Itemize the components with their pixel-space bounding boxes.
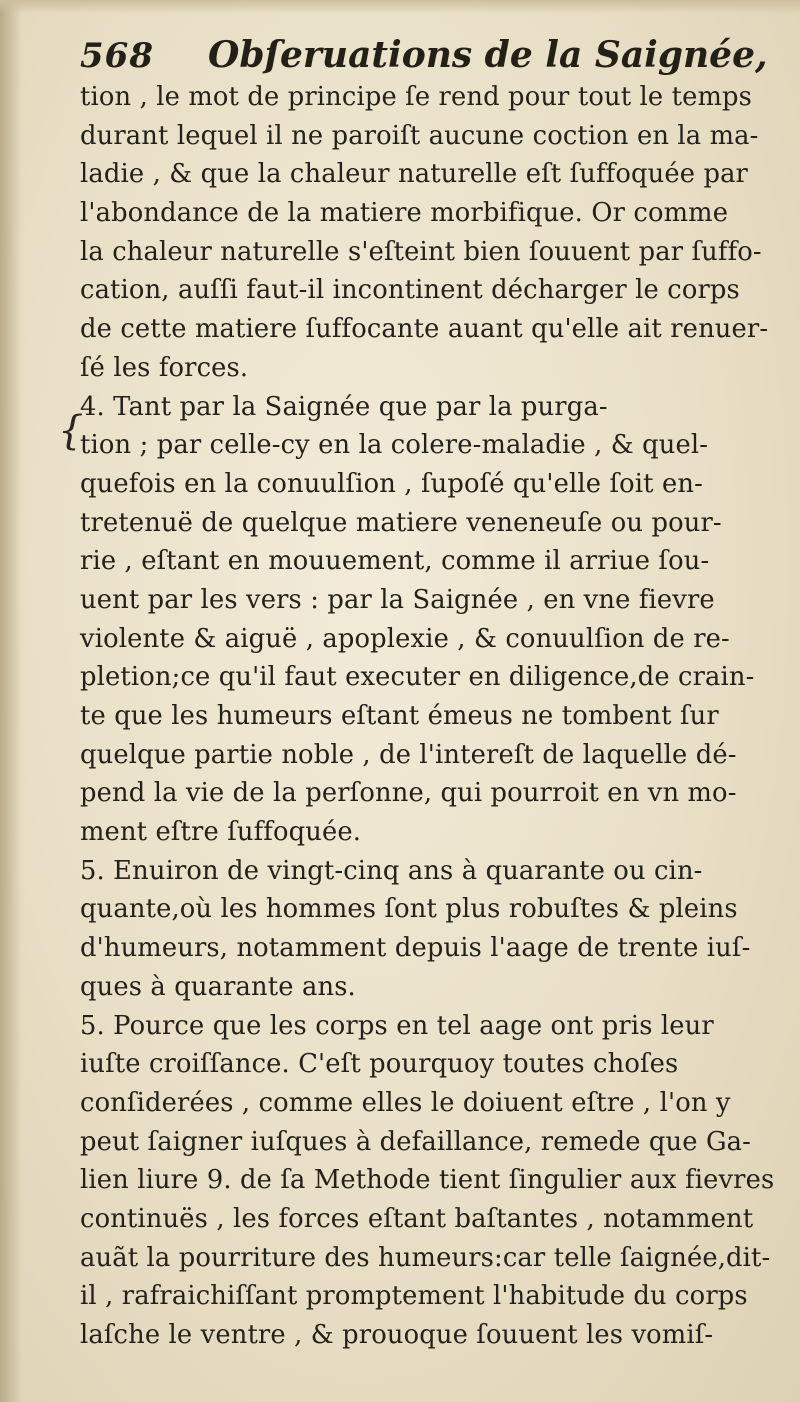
text-line: 4. Tant par la Saignée que par la purga- [80,391,608,422]
page-top-shadow [0,0,800,14]
text-line: uent par les vers : par la Saignée , en vne fievre [80,584,715,615]
text-line: quelque partie noble , de l'intereſt de laquelle dé- [80,739,737,770]
text-line: ment eſtre ſuffoquée. [80,817,362,848]
text-line: violente & aiguë , apoplexie , & conuulſion de re- [80,623,730,654]
text-line: pend la vie de la perſonne, qui pourroit en vn mo- [80,778,737,809]
text-line: durant lequel il ne paroiſt aucune coction en la ma- [80,120,759,151]
text-line: ladie , & que la chaleur naturelle eſt ſuffoquée par [80,159,749,190]
text-line: cation, auſſi faut-il incontinent décharger le corps [80,275,740,306]
text-line: 5. Pource que les corps en tel aage ont pris leur [80,1010,714,1041]
text-line: l'abondance de la matiere morbifique. Or comme [80,198,729,229]
page-number: 568 [80,36,154,76]
text-line: quefois en la conuulſion , ſupoſé qu'elle ſoit en- [80,468,703,499]
page-header [80,30,768,80]
text-line: continuës , les forces eſtant baſtantes , notamment [80,1203,754,1234]
body-text [80,78,795,1355]
text-line: peut ſaigner iuſques à defaillance, remede que Ga- [80,1126,752,1157]
text-line: auãt la pourriture des humeurs:car telle ſaignée,dit- [80,1242,771,1273]
text-line: tion ; par celle-cy en la colere-maladie , & quel- [80,430,709,461]
text-line: la chaleur naturelle s'eſteint bien ſouuent par ſuffo- [80,236,762,267]
text-line: te que les humeurs eſtant émeus ne tombent ſur [80,701,719,731]
text-line: rie , eſtant en mouuement, comme il arriue ſou- [80,546,710,577]
text-line: iuſte croiſſance. C'eſt pourquoy toutes choſes [80,1049,679,1080]
text-line: quante,où les hommes ſont plus robuſtes & pleins [80,894,738,925]
text-line: conſiderées , comme elles le doiuent eſtre , l'on y [80,1087,731,1118]
text-line: de cette matiere ſuffocante auant qu'elle ait renuer- [80,314,769,345]
running-title: Obſeruations de la Saignée, [208,34,768,76]
text-line: pletion;ce qu'il faut executer en diligence,de crain- [80,662,755,693]
text-line: 5. Enuiron de vingt-cinq ans à quarante ou cin- [80,855,703,886]
text-line: ſé les forces. [80,352,249,383]
text-line: il , rafraichiſſant promptement l'habitude du corps [80,1281,748,1312]
text-line: d'humeurs, notamment depuis l'aage de trente iuſ- [80,933,751,964]
text-line: laſche le ventre , & prouoque ſouuent les vomiſ- [80,1320,714,1350]
margin-brace-mark: { [58,408,84,454]
page-edge-shadow [0,0,22,1402]
text-line: tion , le mot de principe ſe rend pour tout le temps [80,82,753,112]
text-line: ques à quarante ans. [80,971,356,1002]
text-line: lien liure 9. de ſa Methode tient ſingulier aux fievres [80,1165,775,1196]
text-line: tretenuë de quelque matiere veneneuſe ou pour- [80,507,722,538]
